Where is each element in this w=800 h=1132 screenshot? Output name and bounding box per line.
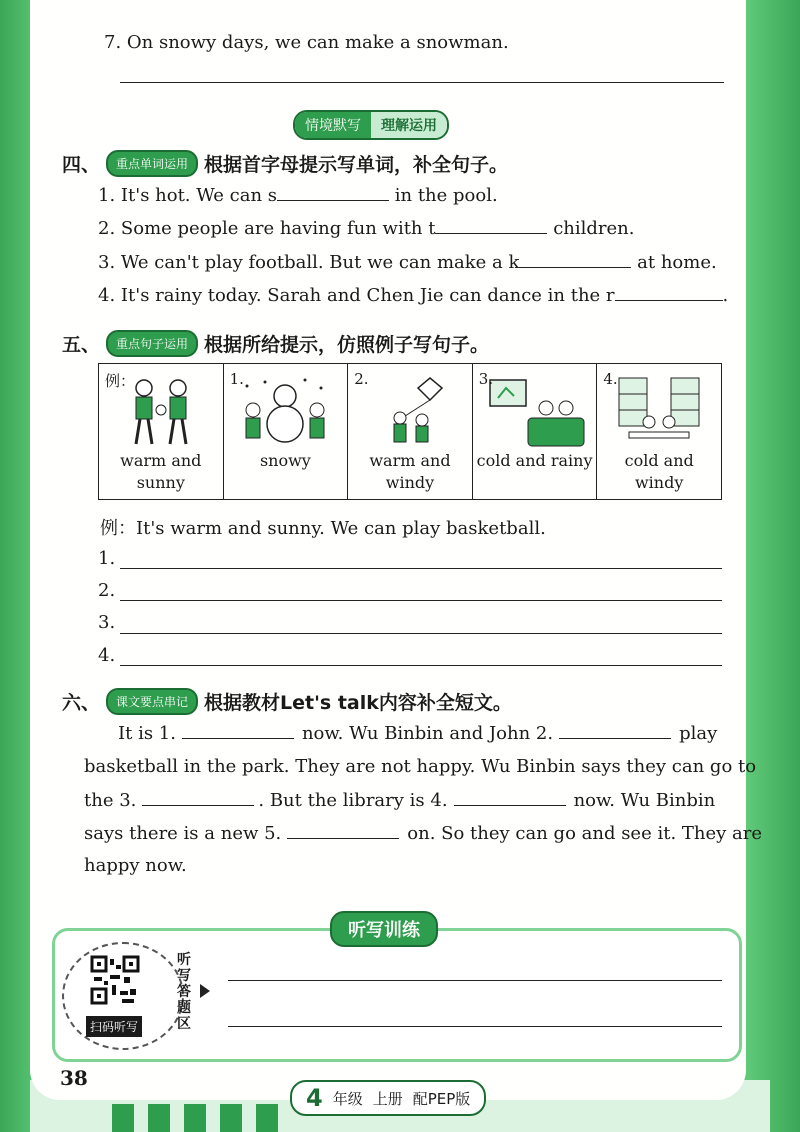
s5-line-4-number: 4.	[98, 645, 116, 666]
qr-label: 扫码听写	[86, 1016, 142, 1037]
picture-cell-3	[472, 364, 597, 500]
bar	[220, 1104, 242, 1132]
section-5-tag: 重点句子运用	[106, 330, 198, 357]
cell-caption-line1: cold and rainy	[476, 451, 593, 470]
grade-text: 年级	[332, 1089, 363, 1108]
s5-line-2-number: 2.	[98, 580, 116, 601]
s4-item-4-after: .	[722, 285, 729, 306]
section-6-title	[62, 688, 512, 715]
picture-cell-2	[348, 364, 473, 500]
edition-text: 配PEP版	[412, 1089, 471, 1108]
banner-right: 理解运用	[371, 112, 447, 138]
s4-item-1	[98, 184, 498, 206]
passage-text: now. Wu Binbin	[573, 790, 716, 811]
s4-item-3-after: at home.	[631, 252, 717, 273]
s4-item-1-before: 1. It's hot. We can s	[98, 185, 278, 206]
passage-text: the 3.	[84, 790, 137, 811]
picture-table	[98, 363, 722, 500]
item-7-text: 7. On snowy days, we can make a snowman.	[104, 32, 509, 53]
cell-caption-line1: warm and	[120, 451, 202, 470]
passage-line-1	[118, 722, 717, 744]
cell-number: 3.	[478, 370, 494, 388]
passage-line-3	[84, 789, 715, 811]
section-5-title	[62, 330, 489, 357]
s4-blank-1[interactable]	[277, 184, 389, 201]
passage-text: on. So they can go and see it. They are	[407, 823, 763, 844]
passage-blank-3[interactable]	[142, 789, 254, 806]
section-4-number: 四、	[62, 154, 101, 176]
picture-cell-4	[597, 364, 722, 500]
s5-answer-line-3[interactable]	[120, 633, 722, 634]
s4-item-3-before: 3. We can't play football. But we can make a k	[98, 252, 520, 273]
s5-answer-line-1[interactable]	[120, 568, 722, 569]
passage-text: now. Wu Binbin and John 2.	[301, 723, 554, 744]
section-6-instruction: 根据教材Let's talk内容补全短文。	[204, 692, 512, 714]
s5-answer-line-4[interactable]	[120, 665, 722, 666]
qr-code-icon[interactable]	[90, 955, 140, 1005]
s5-line-1-number: 1.	[98, 548, 116, 569]
passage-blank-2[interactable]	[559, 722, 671, 739]
volume-text: 上册	[372, 1089, 403, 1108]
section-4-tag: 重点单词运用	[106, 150, 198, 177]
s5-example-sentence: 例：It's warm and sunny. We can play basketball.	[100, 518, 546, 539]
cell-caption-line1: warm and	[369, 451, 451, 470]
bar	[184, 1104, 206, 1132]
s4-item-4-before: 4. It's rainy today. Sarah and Chen Jie can dance in the r	[98, 285, 615, 306]
page-number: 38	[60, 1066, 88, 1090]
passage-line-2: basketball in the park. They are not happy. Wu Binbin says they can go to	[84, 756, 757, 777]
cell-number: 例：	[105, 372, 136, 390]
passage-text: . But the library is 4.	[258, 790, 448, 811]
s4-item-2-after: children.	[547, 218, 635, 239]
bar	[148, 1104, 170, 1132]
listening-answer-line-2[interactable]	[228, 1026, 722, 1027]
s4-blank-4[interactable]	[615, 284, 723, 301]
s4-blank-2[interactable]	[435, 217, 547, 234]
s4-item-2	[98, 217, 635, 239]
cell-number: 2.	[354, 370, 369, 388]
cell-number: 4.	[603, 370, 618, 388]
section-5-number: 五、	[62, 334, 101, 356]
s5-line-3-number: 3.	[98, 612, 116, 633]
passage-line-4	[84, 822, 762, 844]
section-5-instruction: 根据所给提示，仿照例子写句子。	[204, 334, 490, 356]
s4-blank-3[interactable]	[519, 251, 631, 268]
section-4-title	[62, 150, 508, 177]
picture-cell-1	[223, 364, 348, 500]
listening-answer-line-1[interactable]	[228, 980, 722, 981]
bar	[256, 1104, 278, 1132]
passage-blank-1[interactable]	[182, 722, 294, 739]
cell-caption-line2: windy	[385, 473, 435, 492]
passage-blank-5[interactable]	[287, 822, 399, 839]
section-6-tag: 课文要点串记	[106, 688, 198, 715]
passage-text: says there is a new 5.	[84, 823, 282, 844]
s4-item-3	[98, 251, 717, 273]
listening-title: 听写训练	[330, 911, 438, 947]
passage-blank-4[interactable]	[454, 789, 566, 806]
passage-line-5: happy now.	[84, 855, 187, 876]
passage-text: play	[679, 723, 718, 744]
answer-area-vertical-label: 听写答题区	[177, 952, 191, 1032]
cell-caption-line2: sunny	[136, 473, 185, 492]
cell-caption-line1: cold and	[624, 451, 694, 470]
section-6-number: 六、	[62, 692, 101, 714]
bar	[112, 1104, 134, 1132]
s5-answer-line-2[interactable]	[120, 600, 722, 601]
banner-left: 情境默写	[295, 112, 371, 138]
section-4-instruction: 根据首字母提示写单词，补全句子。	[204, 154, 509, 176]
cell-caption-line2: windy	[634, 473, 684, 492]
s4-item-4	[98, 284, 728, 306]
section-banner	[293, 110, 449, 140]
cell-number: 1.	[229, 370, 244, 388]
s4-item-1-after: in the pool.	[389, 185, 498, 206]
arrow-right-icon	[200, 984, 210, 998]
grade-number: 4	[306, 1084, 323, 1112]
s4-item-2-before: 2. Some people are having fun with t	[98, 218, 436, 239]
passage-text: It is 1.	[118, 723, 176, 744]
grade-badge	[290, 1080, 486, 1116]
decorative-bars	[112, 1104, 278, 1132]
picture-cell-example	[99, 364, 224, 500]
answer-line-item-7[interactable]	[120, 82, 724, 83]
cell-caption-line1: snowy	[259, 451, 311, 470]
